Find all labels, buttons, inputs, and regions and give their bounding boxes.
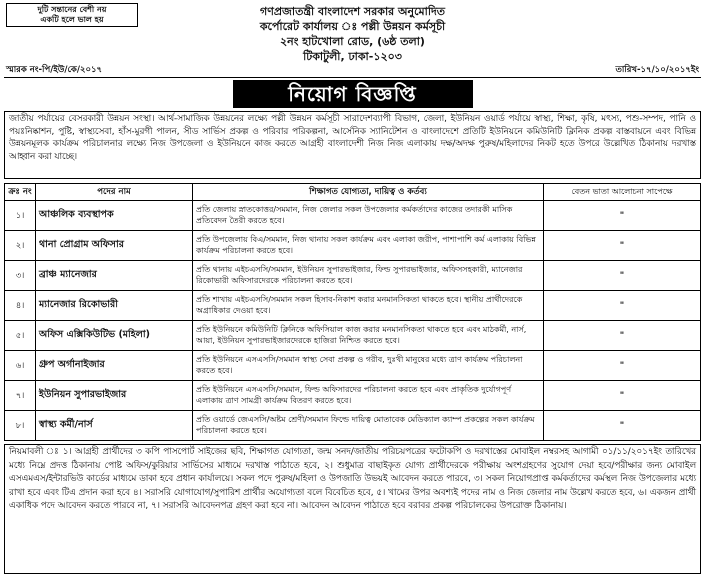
row-duty: প্রতি শাখায় এইচএসসি/সমমান সকল হিসাব-নিকাশ করার মনমানসিকতা থাকতে হবে। স্থানীয় প্রার্থীদেরকে অগ্রাধিকার দেওয়া হবে। — [193, 291, 544, 321]
row-duty: প্রতি ইউনিয়নে এসএসসি/সমমান স্বাস্থ্য সেবা প্রকল্প ও গরীব, দুঃখী মানুষের মধ্যে ত্রাণ কার্যক্রম পরিচালনা করতে হবে। — [193, 351, 544, 381]
row-serial: ২। — [5, 231, 36, 261]
family-planning-notice — [6, 3, 138, 27]
row-duty: প্রতি ইউনিয়নে কমিউনিটি ক্লিনিকে অফিসিয়াল কাজ করার মনমানসিকতা থাকতে হবে এবং মাঠকর্মী, নার্স, আয়া, ইউনিয়ন সুপারভাইজারদেরকে হাজিরা নিশ্চিত করতে হবে। — [193, 321, 544, 351]
page-title: নিয়োগ বিজ্ঞপ্তি — [233, 80, 473, 108]
row-salary: " — [544, 261, 701, 291]
row-salary: " — [544, 351, 701, 381]
row-duty: প্রতি ওয়ার্ডে জেএসসি/অষ্টম শ্রেণী/সমমান ফিল্ডে দায়িত্ব মোতাবেক মেডিক্যাল ক্যাম্প প্রকল্পের সকল কার্যক্রম পরিচালনা করতে হবে। — [193, 411, 544, 441]
notice-line-1: দুটি সন্তানের বেশী নয় — [37, 5, 107, 14]
memo-number: স্মারক নং-পি/ইউ/কে/২০১৭ — [6, 65, 103, 75]
table-row — [5, 201, 701, 231]
issue-date: তারিখ-১৭/১০/২০১৭ইং — [615, 65, 699, 75]
vacancy-table — [4, 183, 701, 441]
table-row — [5, 411, 701, 441]
intro-paragraph: জাতীয় পর্যায়ের বেসরকারী উন্নয়ন সংস্থা। আর্থ-সামাজিক উন্নয়নের লক্ষ্যে পল্লী উন্নয়ন কর্মসূচী সারাদেশব্যাপী বিভাগ, জেলা, ইউনিয়ন ওয়ার্ড পর্যায়ে স্বাস্থ্য, শিক্ষা, কৃষি, মৎস্য, পশু-সম্পদ, পানি ও পয়ঃনিষ্কাশন, পুষ্টি, স্বাস্থ্যসেবা, হাঁস-মুরগী পালন, সীড সার্ভিস প্রকল্প ও পরিবার পরিকল্পনা, আর্সেনিক স্যানিটেশন ও বাংলাদেশে প্রতিটি ইউনিয়নে কমিউনিটি ক্লিনিক প্রকল্প বাস্তবায়নে এবং বিভিন্ন উন্নয়নমূলক কার্যক্রম পরিচালনার লক্ষ্যে নিজ উপজেলা ও ইউনিয়নে কাজ করতে আগ্রহী বাংলাদেশী নিজ নিজ এলাকায় দক্ষ/অদক্ষ পুরুষ/মহিলাদের নিকট হতে উপরে উল্লেখিত ঠিকানায় দরখাস্ত আহ্বান করা যাচ্ছে। — [4, 111, 701, 179]
row-post: গ্রুপ অর্গানাইজার — [36, 351, 193, 381]
row-post: স্বাস্থ্য কর্মী/নার্স — [36, 411, 193, 441]
row-salary: " — [544, 201, 701, 231]
header-line-1: গণপ্রজাতন্ত্রী বাংলাদেশ সরকার অনুমোদিত — [259, 5, 445, 18]
header-line-3: ২নং হাটখোলা রোড, (৬ষ্ঠ তলা) — [280, 35, 425, 48]
row-salary: " — [544, 381, 701, 411]
row-duty: প্রতি ইউনিয়নে এসএসসি/সমমান, ফিল্ড অফিসারদের পরিচালনা করতে হবে এবং প্রাকৃতিক দুর্যোগপূর্ণ এলাকায় ত্রাণ সামগ্রী কার্যক্রম বিতরণ করতে হবে। — [193, 381, 544, 411]
table-header-row — [5, 184, 701, 201]
row-serial: ৩। — [5, 261, 36, 291]
row-serial: ৫। — [5, 321, 36, 351]
table-row — [5, 231, 701, 261]
row-serial: ১। — [5, 201, 36, 231]
row-duty: প্রতি জেলায় স্নাতকোত্তর/সমমান, নিজ জেলার সকল উপজেলার কর্মকর্তাদের কাজের তদারকী মাসিক প্রতিবেদন তৈরী করতে হবে। — [193, 201, 544, 231]
table-row — [5, 351, 701, 381]
row-post: অফিস এক্সিকিউটিভ (মহিলা) — [36, 321, 193, 351]
col-serial: ক্রঃ নং — [5, 184, 36, 201]
header-line-4: টিকাটুলী, ঢাকা-১২০৩ — [303, 50, 402, 63]
row-post: আঞ্চলিক ব্যবস্থাপক — [36, 201, 193, 231]
table-row — [5, 291, 701, 321]
row-salary: " — [544, 291, 701, 321]
row-salary: " — [544, 321, 701, 351]
row-post: থানা প্রোগ্রাম অফিসার — [36, 231, 193, 261]
row-salary: " — [544, 231, 701, 261]
row-salary: " — [544, 411, 701, 441]
row-serial: ৬। — [5, 351, 36, 381]
table-row — [5, 321, 701, 351]
row-post: ব্রাঞ্চ ম্যানেজার — [36, 261, 193, 291]
row-post: ম্যানেজার রিকোভারী — [36, 291, 193, 321]
col-duty: শিক্ষাগত যোগ্যতা, দায়িত্ব ও কর্তব্য — [193, 184, 544, 201]
header-line-2: কর্পোরেট কার্যালয় ঃ পল্লী উন্নয়ন কর্মসূচী — [259, 20, 446, 33]
row-duty: প্রতি থানায় এইচএসসি/সমমান, ইউনিয়ন সুপারভাইজার, ফিল্ড সুপারভাইজার, অফিসসহকারী, ম্যানেজার রিকোভারী অফিসারদেরকে পরিচালনা করতে হবে। — [193, 261, 544, 291]
row-duty: প্রতি উপজেলায় বিএ/সমমান, নিজ থানায় সকল কার্যক্রম এবং এলাকা জরীপ, পাশাপাশি কর্ম এলাকায় বিভিন্ন কার্যক্রম পরিচালনা করতে হবে। — [193, 231, 544, 261]
reference-row — [4, 63, 701, 77]
divider — [4, 77, 701, 78]
col-post: পদের নাম — [36, 184, 193, 201]
application-rules: নিয়মাবলী ঃ ১। আগ্রহী প্রার্থীদের ৩ কপি পাসপোর্ট সাইজের ছবি, শিক্ষাগত যোগ্যতা, জন্ম সনদ/জাতীয় পরিচয়পত্রের ফটোকপি ও দরখাস্তের মোবাইল নম্বরসহ আগামী ০১/১১/২০১৭ইং তারিখের মধ্যে নিম্নে প্রদত্ত ঠিকানায় পোষ্ট অফিস/কুরিয়ার সার্ভিসের মাধ্যমে দরখাস্ত পাঠাতে হবে, ২। শুধুমাত্র বাছাইকৃত যোগ্য প্রার্থীদেরকে পরীক্ষায় অংশগ্রহণের সুযোগ দেয়া হবে/পরীক্ষার জন্য মোবাইল এসএমএস/ইন্টারভিউ কার্ডের মাধ্যমে ডাকা হবে প্রধান কার্যালয়ে। সকল পদে পুরুষ/মহিলা ও উপজাতি উভয়ই আবেদন করতে পারবে, ৩। সকল নিয়োগপ্রাপ্ত কর্মকর্তাদের কর্মস্থল নিজ উপজেলার মধ্যে রাখা হবে এবং টিএ প্রদান করা হবে ৪। সরাসরি যোগাযোগ/সুপারিশ প্রার্থীর অযোগ্যতা বলে বিবেচিত হবে, ৫। খামের উপর অবশ্যই পদের নাম ও নিজ জেলার নাম উল্লেখ করতে হবে, ৬। একজন প্রার্থী একাধিক পদে আবেদন করতে পারবে না, ৭। সরাসরি আবেদনপত্র গ্রহণ করা হবে না। আবেদন আবেদন পাঠাতে হবে বরাবর প্রকল্প পরিচালকের উপরোক্ত ঠিকানায়। — [4, 444, 701, 574]
table-row — [5, 261, 701, 291]
row-serial: ৭। — [5, 381, 36, 411]
notice-line-2: একটি হলে ভাল হয় — [40, 15, 104, 24]
row-serial: ৮। — [5, 411, 36, 441]
col-salary: বেতন ভাতা আলোচনা সাপেক্ষে — [544, 184, 701, 201]
row-serial: ৪। — [5, 291, 36, 321]
row-post: ইউনিয়ন সুপারভাইজার — [36, 381, 193, 411]
table-row — [5, 381, 701, 411]
